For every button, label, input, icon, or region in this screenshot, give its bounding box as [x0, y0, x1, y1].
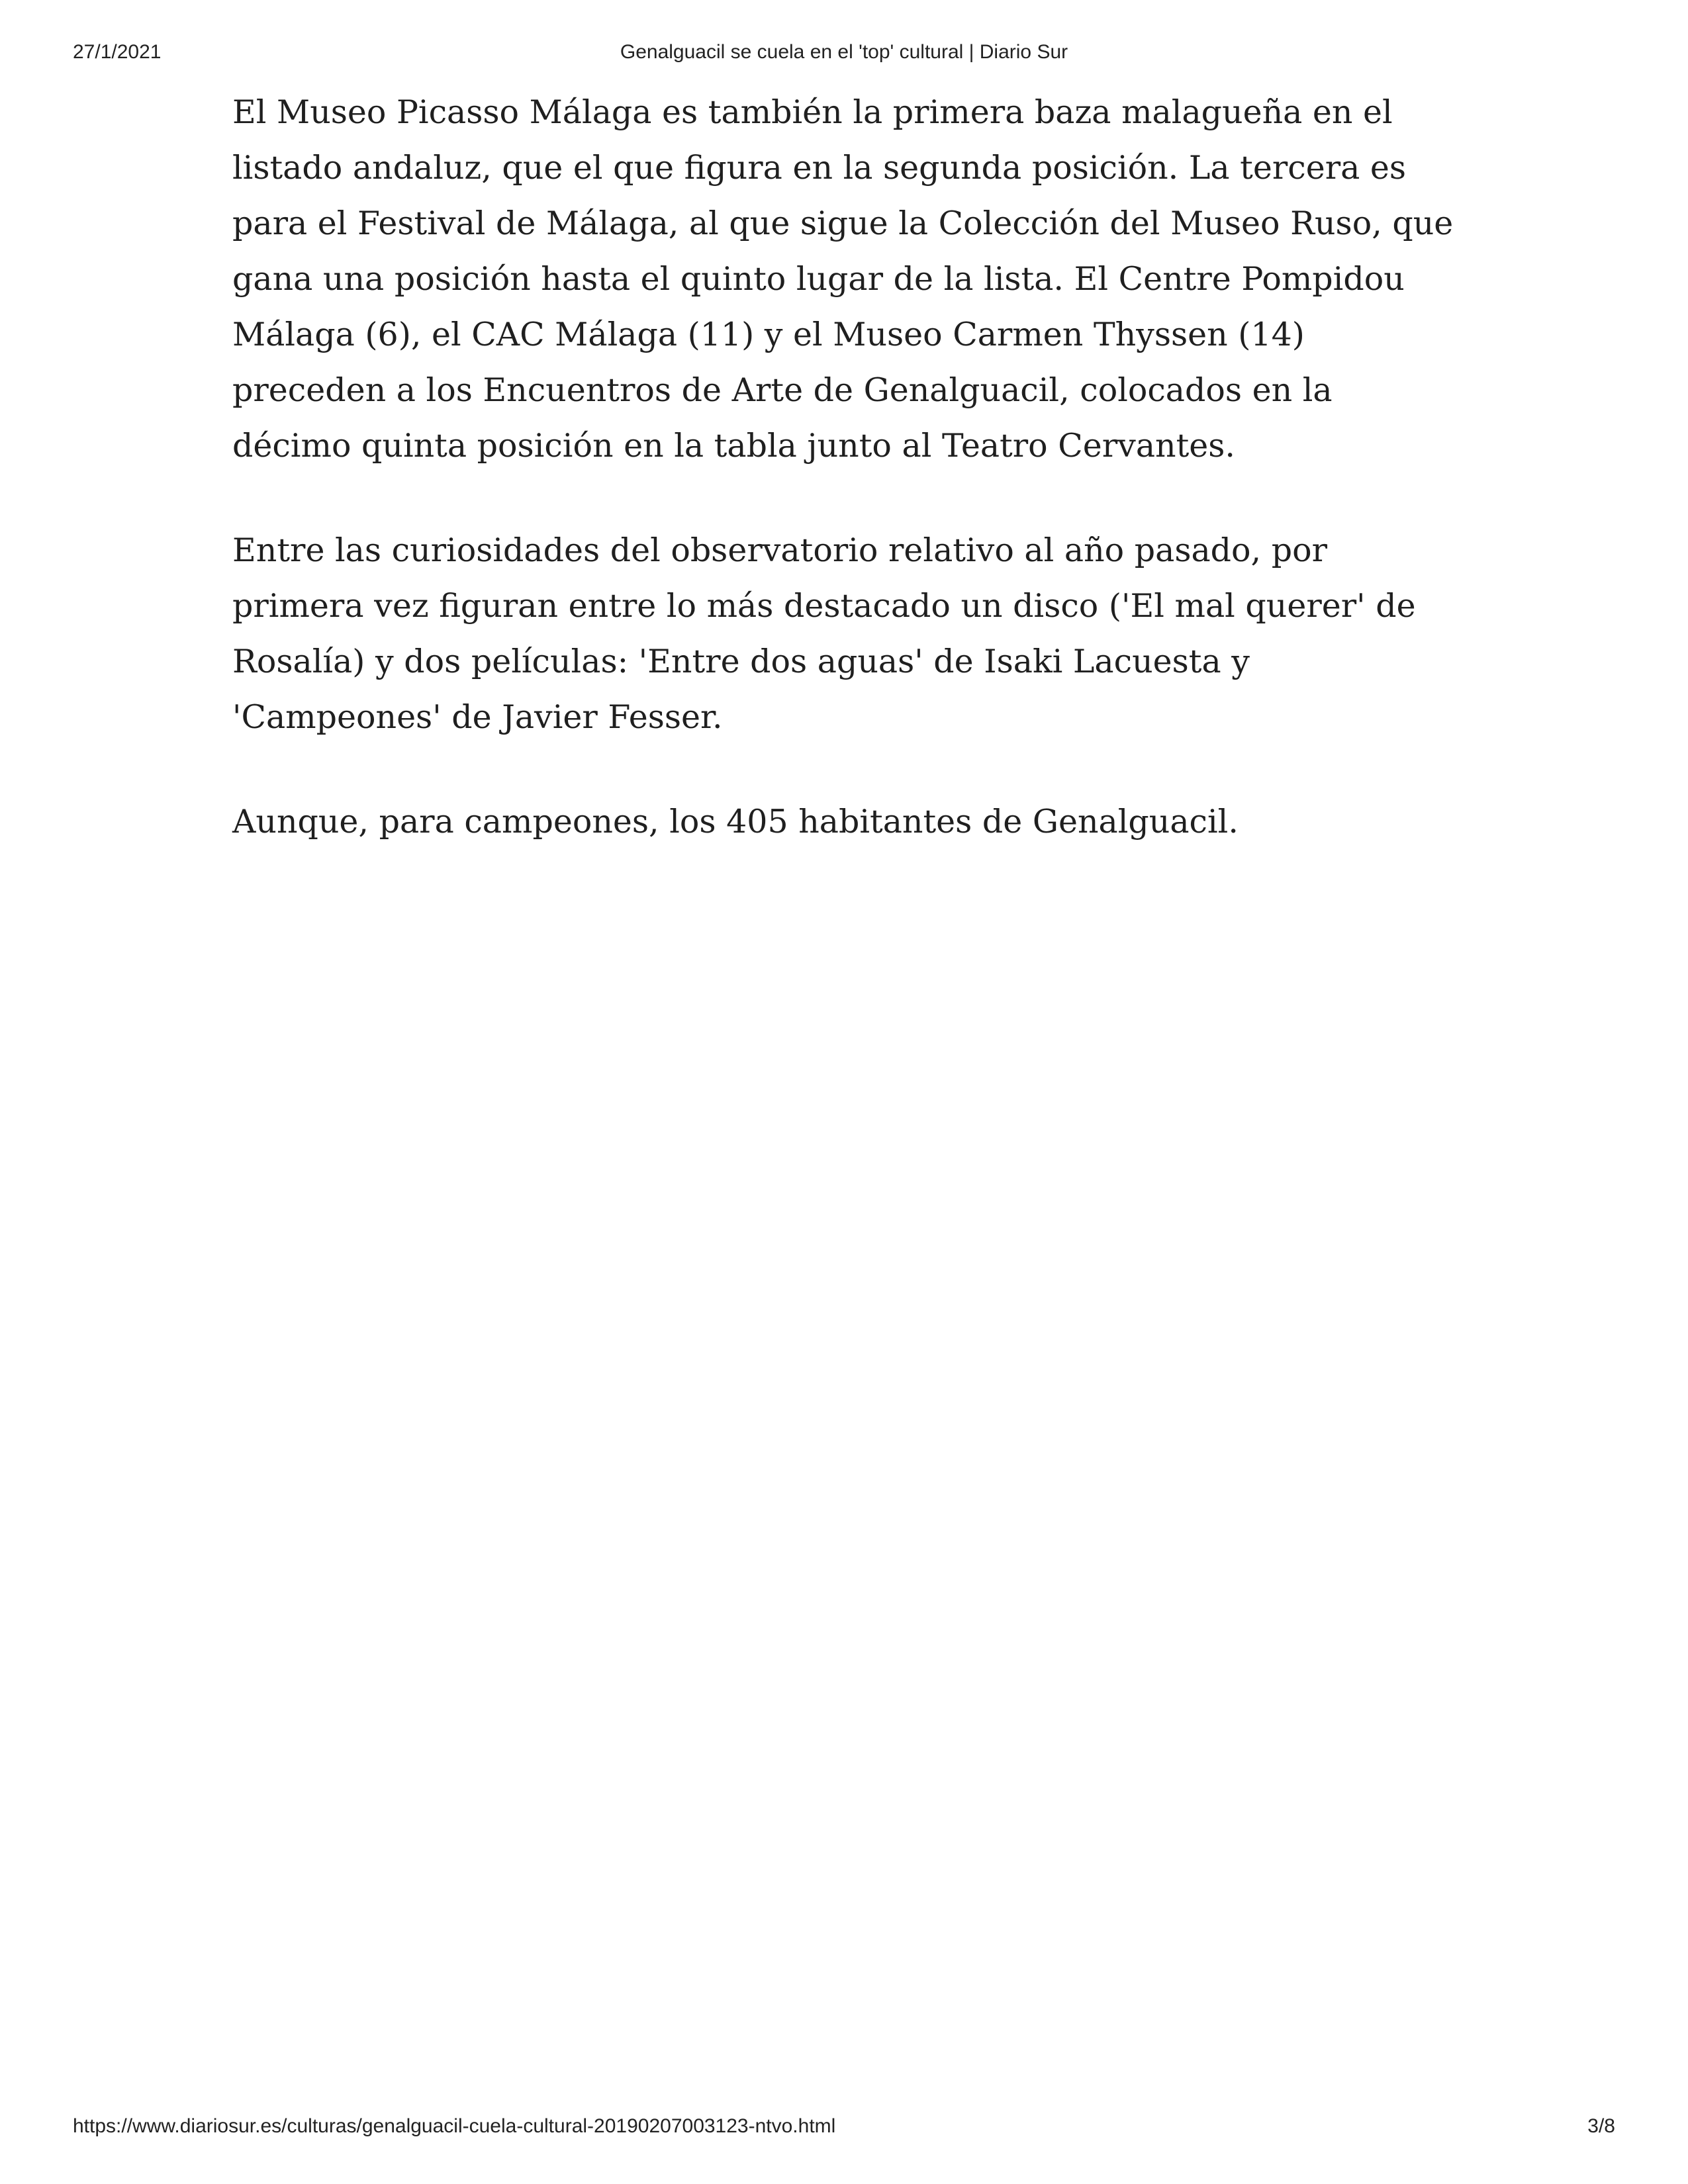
page-number: 3/8: [1587, 2115, 1615, 2137]
article-paragraph: El Museo Picasso Málaga es también la primera baza malagueña en el listado andaluz, que el que figura en la segunda posición. La tercera es para el Festival de Málaga, al que sigue la Colección del Museo Ruso, que gana una posición hasta el quinto lugar de la lista. El Centre Pompidou Málaga (6), el CAC Málaga (11) y el Museo Carmen Thyssen (14) preceden a los Encuentros de Arte de Genalguacil, colocados en la décimo quinta posición en la tabla junto al Teatro Cervantes.: [232, 93, 1454, 465]
article-paragraph: Aunque, para campeones, los 405 habitantes de Genalguacil.: [232, 803, 1239, 841]
page-title: Genalguacil se cuela en el 'top' cultural | Diario Sur: [620, 41, 1068, 63]
print-header: [0, 41, 1688, 68]
article-paragraph: Entre las curiosidades del observatorio relativo al año pasado, por primera vez figuran entre lo más destacado un disco ('El mal querer' de Rosalía) y dos películas: 'Entre dos aguas' de Isaki Lacuesta y 'Campeones' de Javier Fesser.: [232, 531, 1416, 736]
print-footer: [0, 2115, 1688, 2142]
article-body: [232, 85, 1477, 899]
print-date: 27/1/2021: [73, 41, 162, 63]
page-url: https://www.diariosur.es/culturas/genalguacil-cuela-cultural-20190207003123-ntvo.html: [73, 2115, 836, 2137]
